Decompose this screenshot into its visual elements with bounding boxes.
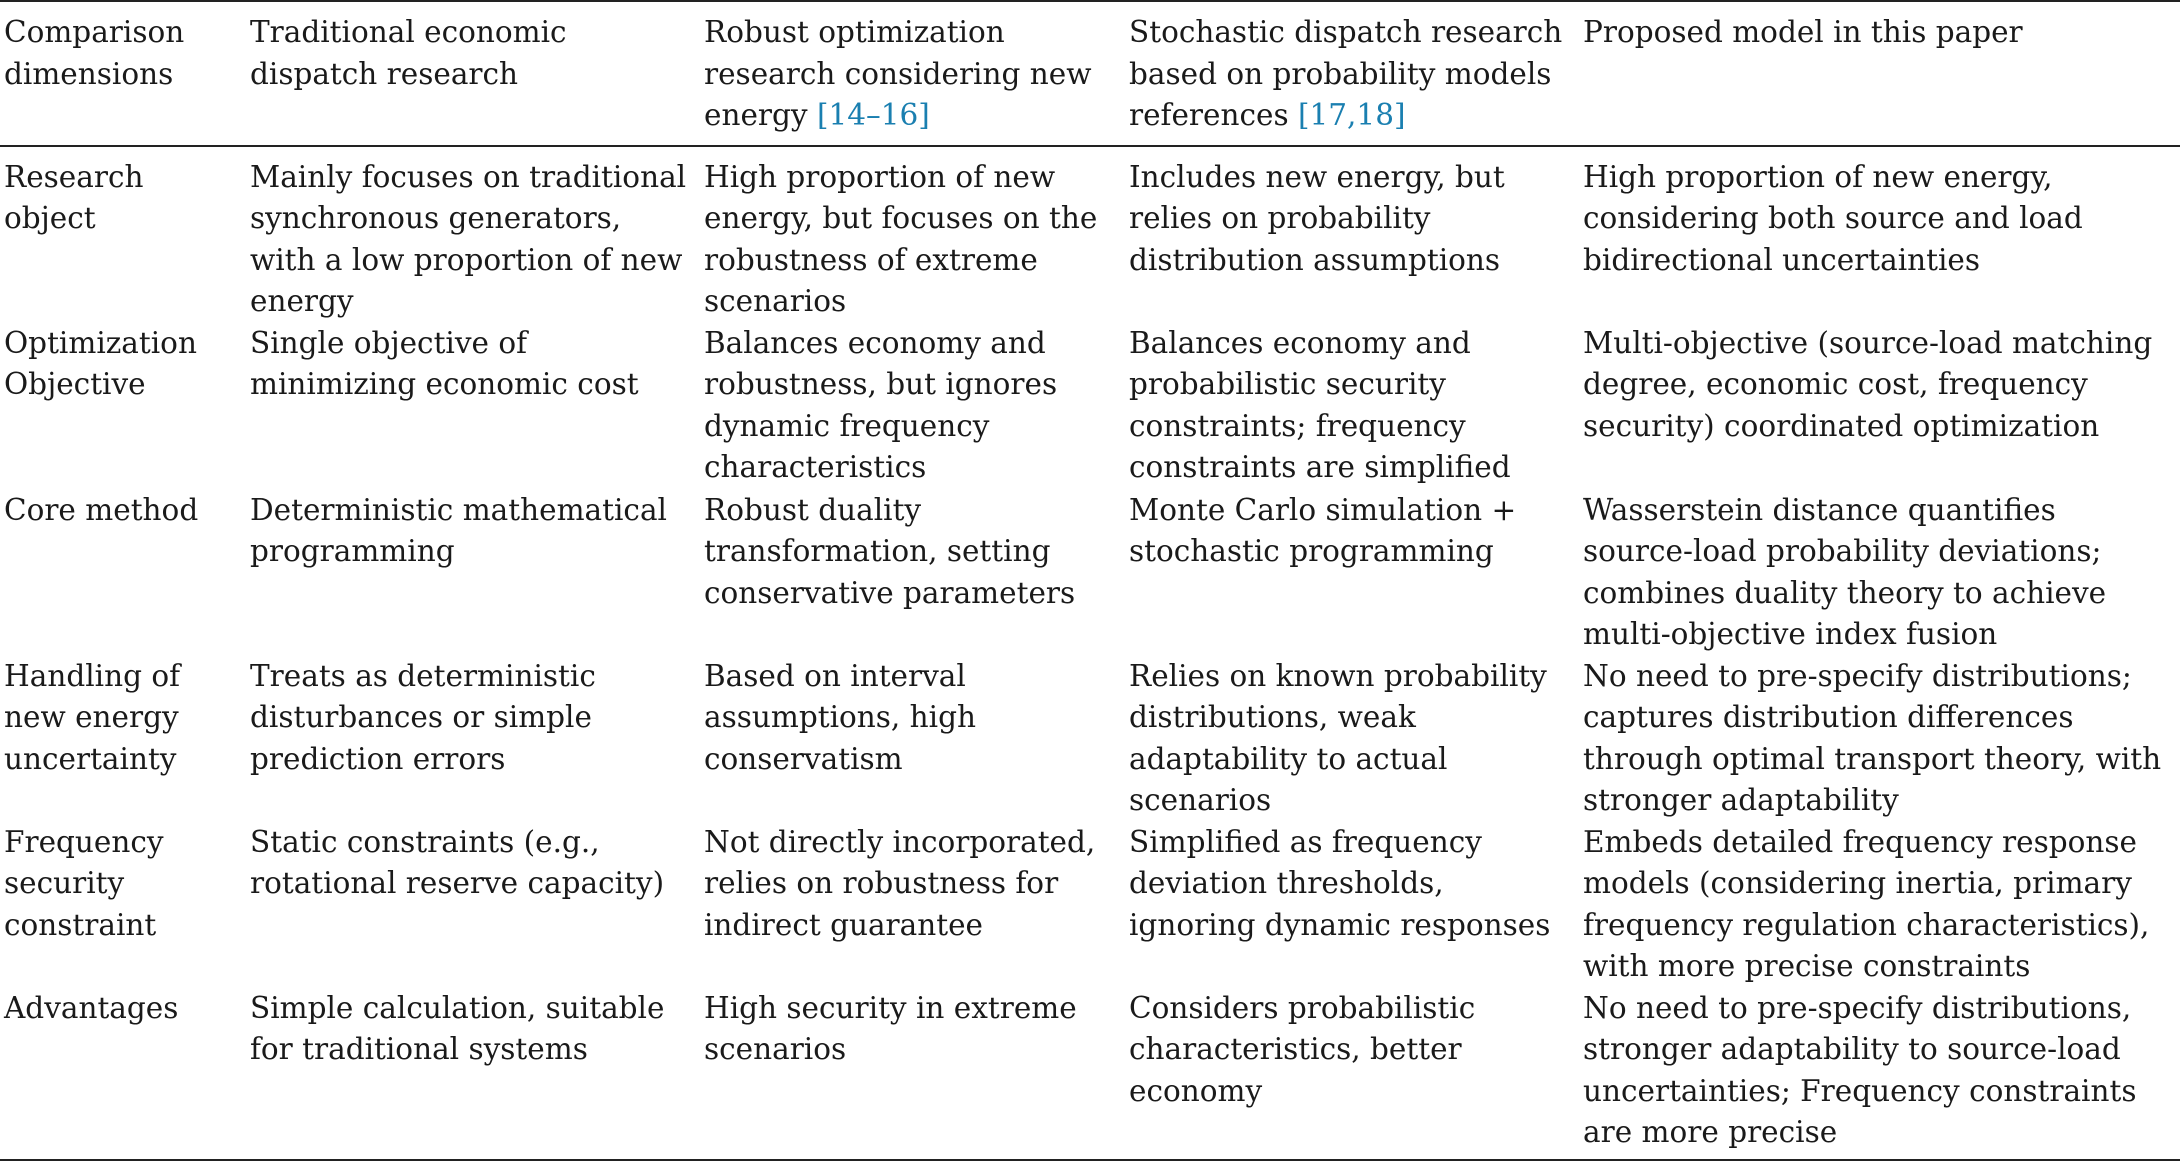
row-label: Research object — [4, 159, 144, 235]
table-cell: Not directly incorporated, relies on robustness for indirect guarantee — [704, 824, 1096, 942]
row-label: Optimization Objective — [4, 325, 197, 401]
header-robust-optimization — [700, 1, 1125, 146]
table-cell: No need to pre-specify distributions, stronger adaptability to source-load uncertainties; Frequency constraints are more precise — [1583, 990, 2137, 1149]
header-proposed-model — [1579, 1, 2180, 146]
table-cell: Balances economy and probabilistic security constraints; frequency constraints are simplified — [1129, 325, 1511, 484]
table-cell: Robust duality transformation, setting conservative parameters — [704, 492, 1076, 610]
table-cell: High security in extreme scenarios — [704, 990, 1077, 1066]
table-cell: Wasserstein distance quantifies source-load probability deviations; combines duality theory to achieve multi-objective index fusion — [1583, 492, 2107, 651]
row-label: Advantages — [4, 990, 179, 1025]
header-text: Comparison dimensions — [4, 15, 185, 91]
table-row — [0, 323, 2180, 490]
table-cell: Simple calculation, suitable for traditional systems — [250, 990, 665, 1066]
table-row — [0, 988, 2180, 1160]
table-cell: Considers probabilistic characteristics, better economy — [1129, 990, 1476, 1108]
table-cell: High proportion of new energy, but focuses on the robustness of extreme scenarios — [704, 159, 1098, 318]
table-header-row — [0, 1, 2180, 146]
table-cell: Includes new energy, but relies on probability distribution assumptions — [1129, 159, 1505, 277]
header-traditional-dispatch — [246, 1, 700, 146]
table-cell: No need to pre-specify distributions; captures distribution differences through optimal transport theory, with stronger adaptability — [1583, 658, 2162, 817]
header-text: Proposed model in this paper — [1583, 15, 2023, 49]
table-cell: Treats as deterministic disturbances or simple prediction errors — [250, 658, 596, 776]
table-cell: Relies on known probability distributions, weak adaptability to actual scenarios — [1129, 658, 1547, 817]
table-cell: Simplified as frequency deviation thresholds, ignoring dynamic responses — [1129, 824, 1551, 942]
table-row — [0, 822, 2180, 988]
table-cell: Deterministic mathematical programming — [250, 492, 667, 568]
header-comparison-dimensions — [0, 1, 246, 146]
header-stochastic-dispatch — [1125, 1, 1579, 146]
table-cell: Based on interval assumptions, high conservatism — [704, 658, 976, 776]
table-cell: High proportion of new energy, considering both source and load bidirectional uncertainties — [1583, 159, 2083, 277]
table-row — [0, 490, 2180, 656]
table-row — [0, 146, 2180, 323]
row-label: Core method — [4, 492, 199, 527]
reference-link[interactable]: [17,18] — [1298, 98, 1406, 132]
header-text: Traditional economic dispatch research — [250, 15, 567, 91]
header-text: Stochastic dispatch research based on probability models references — [1129, 15, 1563, 132]
table-cell: Multi-objective (source-load matching degree, economic cost, frequency security) coordinated optimization — [1583, 325, 2153, 443]
reference-link[interactable]: [14–16] — [816, 98, 930, 132]
table-cell: Mainly focuses on traditional synchronous generators, with a low proportion of new energy — [250, 159, 687, 318]
table-row — [0, 656, 2180, 822]
table-cell: Embeds detailed frequency response models (considering inertia, primary frequency regulation characteristics), with more precise constraints — [1583, 824, 2150, 983]
row-label: Handling of new energy uncertainty — [4, 658, 181, 776]
table-cell: Static constraints (e.g., rotational reserve capacity) — [250, 824, 665, 900]
table-cell: Single objective of minimizing economic cost — [250, 325, 639, 401]
table-cell: Monte Carlo simulation + stochastic programming — [1129, 492, 1517, 568]
header-text: Robust optimization research considering new energy — [704, 15, 1092, 132]
row-label: Frequency security constraint — [4, 824, 164, 942]
table-cell: Balances economy and robustness, but ignores dynamic frequency characteristics — [704, 325, 1058, 484]
